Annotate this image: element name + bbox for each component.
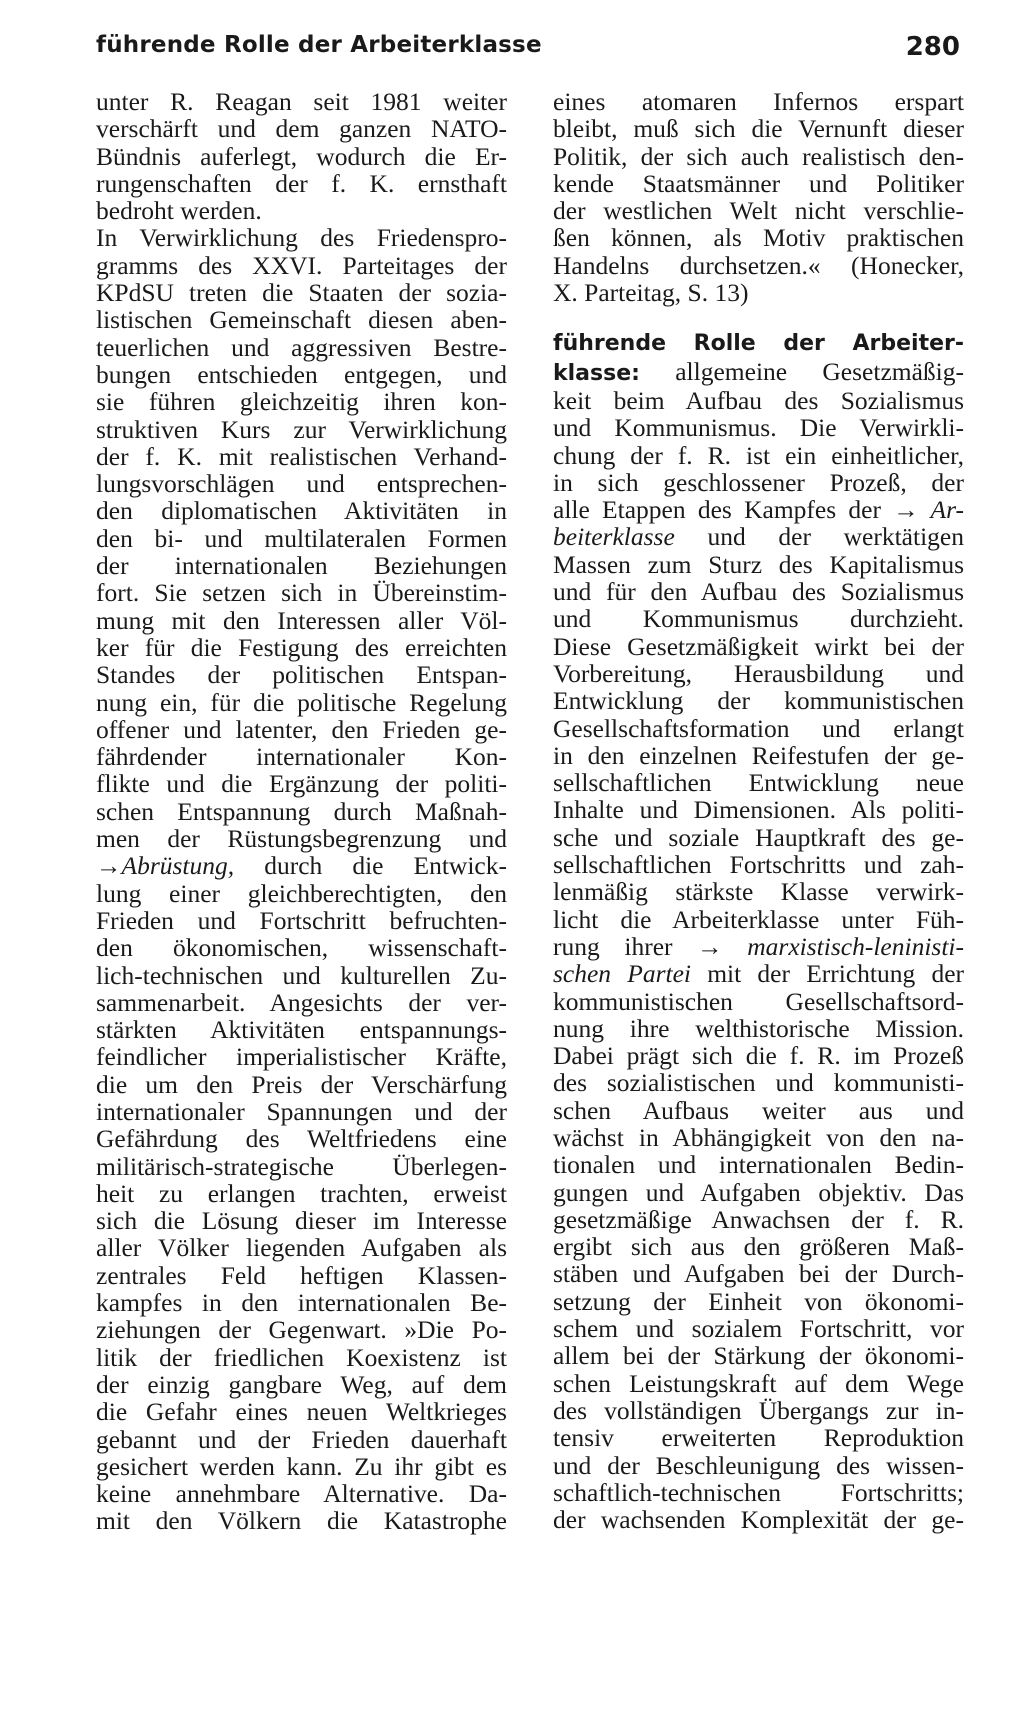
- line-text: den ökonomischen, wissenschaft-: [96, 933, 507, 963]
- line-text: offener und latenter, den Frieden ge-: [96, 714, 507, 744]
- text-line: [96, 579, 507, 606]
- cross-reference-term: schen Partei: [553, 959, 692, 989]
- text-line: [96, 743, 507, 770]
- line-text: gesichert werden kann. Zu ihr gibt es: [96, 1451, 507, 1481]
- text-line: [96, 143, 507, 170]
- cross-reference-arrow-icon: →: [672, 931, 723, 961]
- line-text: Frieden und Fortschritt befruchten-: [96, 905, 507, 935]
- line-text: kampfes in den internationalen Be-: [96, 1288, 507, 1318]
- line-text: Gesellschaftsformation und erlangt: [553, 713, 964, 743]
- text-line: [96, 115, 507, 142]
- text-line: [96, 880, 507, 907]
- text-line: [553, 358, 964, 387]
- text-line: [553, 988, 964, 1015]
- text-line: [553, 1452, 964, 1479]
- line-text: die Gefahr eines neuen Weltkrieges: [96, 1397, 507, 1427]
- line-text: lung einer gleichberechtigten, den: [96, 878, 507, 908]
- text-line: [553, 1315, 964, 1342]
- text-line: [96, 170, 507, 197]
- line-text: Gefährdung des Weltfriedens eine: [96, 1124, 507, 1154]
- cross-reference-term: Ar-: [918, 495, 964, 525]
- text-line: [96, 989, 507, 1016]
- cross-reference-arrow-icon: →: [96, 851, 122, 881]
- text-line: [553, 824, 964, 851]
- line-text: schen Aufbaus weiter aus und: [553, 1095, 964, 1125]
- lemma-heading: führende Rolle der Arbeiter-: [553, 331, 964, 357]
- line-text: gungen und Aufgaben objektiv. Das: [553, 1177, 964, 1207]
- text-line: [96, 1207, 507, 1234]
- text-line: [553, 387, 964, 414]
- line-text: in sich geschlossener Prozeß, der: [553, 467, 964, 497]
- text-line: [96, 1043, 507, 1070]
- line-text: Vorbereitung, Herausbildung und: [553, 658, 964, 688]
- lemma-heading: klasse:: [553, 360, 640, 386]
- line-text: litik der friedlichen Koexistenz ist: [96, 1342, 507, 1372]
- line-text: Bündnis auferlegt, wodurch die Er-: [96, 141, 507, 171]
- text-line: [96, 1071, 507, 1098]
- line-text: bungen entschieden entgegen, und: [96, 359, 507, 389]
- line-text: bedroht werden.: [96, 196, 262, 226]
- text-line: [553, 414, 964, 441]
- line-text: aller Völker liegenden Aufgaben als: [96, 1233, 507, 1263]
- line-text: und Kommunismus durchzieht.: [553, 604, 964, 634]
- text-line: [96, 607, 507, 634]
- text-line: [96, 1453, 507, 1480]
- text-line: [96, 689, 507, 716]
- text-line: [553, 1015, 964, 1042]
- line-text: allem bei der Stärkung der ökonomi-: [553, 1341, 964, 1371]
- text-line: [96, 1426, 507, 1453]
- line-text: und der Beschleunigung des wissen-: [553, 1450, 964, 1480]
- text-line: [96, 361, 507, 388]
- text-line: [553, 1479, 964, 1506]
- text-line: [96, 388, 507, 415]
- text-line: [96, 934, 507, 961]
- text-line: [553, 1206, 964, 1233]
- line-text: schem und sozialem Fortschritt, vor: [553, 1314, 964, 1344]
- line-text: Inhalte und Dimensionen. Als politi-: [553, 795, 964, 825]
- line-text: schen Entspannung durch Maßnah-: [96, 796, 507, 826]
- text-line: [553, 769, 964, 796]
- text-line: [553, 1124, 964, 1151]
- text-line: [96, 224, 507, 251]
- text-line: [553, 1288, 964, 1315]
- running-head: führende Rolle der Arbeiterklasse: [96, 32, 542, 58]
- text-line: [553, 1233, 964, 1260]
- text-line: [96, 252, 507, 279]
- text-line: [96, 1153, 507, 1180]
- cross-reference-arrow-icon: →: [880, 495, 919, 525]
- text-line: [96, 552, 507, 579]
- text-line: [553, 633, 964, 660]
- line-text: sich die Lösung dieser im Interesse: [96, 1206, 507, 1236]
- text-line: [553, 170, 964, 197]
- text-line: [553, 578, 964, 605]
- text-line: [96, 852, 507, 879]
- line-text: rungenschaften der f. K. ernsthaft: [96, 168, 507, 198]
- line-text: keine annehmbare Alternative. Da-: [96, 1479, 507, 1509]
- text-line: [96, 716, 507, 743]
- line-text: schen Leistungskraft auf dem Wege: [553, 1368, 964, 1398]
- text-line: [553, 933, 964, 960]
- text-line: [96, 1316, 507, 1343]
- line-text: setzung der Einheit von ökonomi-: [553, 1286, 964, 1316]
- text-line: [553, 960, 964, 987]
- text-line: [96, 525, 507, 552]
- text-line: [96, 1507, 507, 1534]
- right-text-column: [553, 88, 964, 1533]
- text-line: [96, 1371, 507, 1398]
- text-line: [96, 907, 507, 934]
- line-text: der wachsenden Komplexität der ge-: [553, 1505, 964, 1535]
- text-line: [96, 1098, 507, 1125]
- line-text: gesetzmäßige Anwachsen der f. R.: [553, 1204, 964, 1234]
- line-text: kommunistischen Gesellschaftsord-: [553, 986, 964, 1016]
- line-text: nung ein, für die politische Regelung: [96, 687, 507, 717]
- text-line: [96, 197, 507, 224]
- text-line: [96, 798, 507, 825]
- text-line: [553, 687, 964, 714]
- line-text: tionalen und internationalen Bedin-: [553, 1150, 964, 1180]
- text-line: [96, 1234, 507, 1261]
- text-line: [553, 1097, 964, 1124]
- text-line: [553, 1506, 964, 1533]
- text-line: [96, 1180, 507, 1207]
- text-line: [553, 715, 964, 742]
- left-text-column: [96, 88, 507, 1535]
- text-line: [96, 825, 507, 852]
- text-line: [96, 1289, 507, 1316]
- text-line: [96, 634, 507, 661]
- line-text: Massen zum Sturz des Kapitalismus: [553, 549, 964, 579]
- line-text: und der werktätigen: [674, 522, 964, 552]
- text-line: [553, 851, 964, 878]
- text-line: [96, 1398, 507, 1425]
- line-text: feindlicher imperialistischer Kräfte,: [96, 1042, 507, 1072]
- line-text: teuerlichen und aggressiven Bestre-: [96, 332, 507, 362]
- line-text: der internationalen Beziehungen: [96, 551, 507, 581]
- paragraph-gap: [553, 306, 964, 328]
- line-text: gramms des XXVI. Parteitages der: [96, 250, 507, 280]
- line-text: wächst in Abhängigkeit von den na-: [553, 1122, 964, 1152]
- text-line: [553, 878, 964, 905]
- cross-reference-term: beiterklasse: [553, 522, 675, 552]
- line-text: allgemeine Gesetzmäßig-: [639, 356, 964, 386]
- text-line: [553, 523, 964, 550]
- text-line: [96, 1262, 507, 1289]
- line-text: der einzig gangbare Weg, auf dem: [96, 1369, 507, 1399]
- line-text: kende Staatsmänner und Politiker: [553, 168, 964, 198]
- line-text: schaftlich-technischen Fortschritts;: [553, 1477, 964, 1507]
- line-text: sellschaftlichen Entwicklung neue: [553, 768, 964, 798]
- line-text: internationaler Spannungen und der: [96, 1096, 507, 1126]
- line-text: der westlichen Welt nicht verschlie-: [553, 196, 964, 226]
- line-text: bleibt, muß sich die Vernunft dieser: [553, 114, 964, 144]
- line-text: verschärft und dem ganzen NATO-: [96, 114, 507, 144]
- cross-reference-term: Abrüstung,: [121, 851, 235, 881]
- text-line: [553, 442, 964, 469]
- line-text: listischen Gemeinschaft diesen aben-: [96, 305, 507, 335]
- text-line: [553, 279, 964, 306]
- line-text: lungsvorschlägen und entsprechen-: [96, 469, 507, 499]
- text-line: [96, 334, 507, 361]
- line-text: den diplomatischen Aktivitäten in: [96, 496, 507, 526]
- text-line: [553, 496, 964, 523]
- text-line: [96, 416, 507, 443]
- line-text: Entwicklung der kommunistischen: [553, 686, 964, 716]
- text-line: [553, 742, 964, 769]
- text-line: [96, 1344, 507, 1371]
- text-line: [553, 1342, 964, 1369]
- line-text: eines atomaren Infernos erspart: [553, 87, 964, 116]
- text-line: [96, 770, 507, 797]
- line-text: stäben und Aufgaben bei der Durch-: [553, 1259, 964, 1289]
- text-line: [96, 661, 507, 688]
- page-number: 280: [905, 32, 960, 62]
- text-line: [553, 1069, 964, 1096]
- text-line: [553, 197, 964, 224]
- text-line: [96, 470, 507, 497]
- line-text: heit zu erlangen trachten, erweist: [96, 1178, 507, 1208]
- text-line: [96, 497, 507, 524]
- line-text: tensiv erweiterten Reproduktion: [553, 1423, 964, 1453]
- text-line: [553, 660, 964, 687]
- text-line: [96, 962, 507, 989]
- text-line: [96, 1125, 507, 1152]
- line-text: fort. Sie setzen sich in Übereinstim-: [96, 578, 507, 608]
- text-line: [553, 143, 964, 170]
- line-text: Handelns durchsetzen.« (Honecker,: [553, 250, 964, 280]
- text-line: [553, 1370, 964, 1397]
- line-text: KPdSU treten die Staaten der sozia-: [96, 278, 507, 308]
- line-text: chung der f. R. ist ein einheitlicher,: [553, 440, 964, 470]
- cross-reference-term: marxistisch-leninisti-: [722, 931, 964, 961]
- text-line: [96, 443, 507, 470]
- line-text: des sozialistischen und kommunisti-: [553, 1068, 964, 1098]
- line-text: mung mit den Interessen aller Völ-: [96, 605, 507, 635]
- line-text: sammenarbeit. Angesichts der ver-: [96, 987, 507, 1017]
- text-line: [553, 1260, 964, 1287]
- line-text: In Verwirklichung des Friedenspro-: [96, 223, 507, 253]
- line-text: flikte und die Ergänzung der politi-: [96, 769, 507, 799]
- text-line: [553, 328, 964, 357]
- line-text: durch die Entwick-: [234, 851, 507, 881]
- line-text: mit den Völkern die Katastrophe: [96, 1506, 507, 1536]
- text-line: [553, 1179, 964, 1206]
- line-text: militärisch-strategische Überlegen-: [96, 1151, 507, 1181]
- line-text: der f. K. mit realistischen Verhand-: [96, 441, 507, 471]
- line-text: ziehungen der Gegenwart. »Die Po-: [96, 1315, 507, 1345]
- line-text: nung ihre welthistorische Mission.: [553, 1013, 964, 1043]
- line-text: die um den Preis der Verschärfung: [96, 1069, 507, 1099]
- line-text: zentrales Feld heftigen Klassen-: [96, 1260, 507, 1290]
- text-line: [553, 88, 964, 115]
- text-line: [553, 1151, 964, 1178]
- text-line: [96, 279, 507, 306]
- line-text: ßen können, als Motiv praktischen: [553, 223, 964, 253]
- line-text: X. Parteitag, S. 13): [553, 278, 749, 308]
- text-line: [96, 306, 507, 333]
- text-line: [96, 1016, 507, 1043]
- text-line: [553, 1042, 964, 1069]
- text-line: [553, 906, 964, 933]
- text-line: [553, 115, 964, 142]
- line-text: den bi- und multilateralen Formen: [96, 523, 507, 553]
- line-text: stärkten Aktivitäten entspannungs-: [96, 1015, 507, 1045]
- line-text: und Kommunismus. Die Verwirkli-: [553, 413, 964, 443]
- line-text: gebannt und der Frieden dauerhaft: [96, 1424, 507, 1454]
- line-text: sche und soziale Hauptkraft des ge-: [553, 822, 964, 852]
- line-text: Dabei prägt sich die f. R. im Prozeß: [553, 1041, 964, 1071]
- line-text: ergibt sich aus den größeren Maß-: [553, 1232, 964, 1262]
- line-text: lich-technischen und kulturellen Zu-: [96, 960, 507, 990]
- text-line: [553, 796, 964, 823]
- line-text: sie führen gleichzeitig ihren kon-: [96, 387, 507, 417]
- line-text: unter R. Reagan seit 1981 weiter: [96, 87, 507, 116]
- text-line: [553, 551, 964, 578]
- line-text: struktiven Kurs zur Verwirklichung: [96, 414, 507, 444]
- line-text: rung ihrer: [553, 931, 673, 961]
- line-text: sellschaftlichen Fortschritts und zah-: [553, 850, 964, 880]
- line-text: alle Etappen des Kampfes der: [553, 495, 881, 525]
- line-text: in den einzelnen Reifestufen der ge-: [553, 740, 964, 770]
- line-text: Politik, der sich auch realistisch den-: [553, 141, 964, 171]
- line-text: fährdender internationaler Kon-: [96, 742, 507, 772]
- line-text: mit der Errichtung der: [691, 959, 964, 989]
- text-line: [553, 469, 964, 496]
- line-text: licht die Arbeiterklasse unter Füh-: [553, 904, 964, 934]
- line-text: men der Rüstungsbegrenzung und: [96, 824, 507, 854]
- line-text: ker für die Festigung des erreichten: [96, 632, 507, 662]
- line-text: Standes der politischen Entspan-: [96, 660, 507, 690]
- text-line: [96, 88, 507, 115]
- text-line: [553, 224, 964, 251]
- line-text: und für den Aufbau des Sozialismus: [553, 577, 964, 607]
- text-line: [553, 252, 964, 279]
- text-line: [553, 1424, 964, 1451]
- line-text: Diese Gesetzmäßigkeit wirkt bei der: [553, 631, 964, 661]
- text-line: [553, 605, 964, 632]
- text-line: [96, 1480, 507, 1507]
- line-text: des vollständigen Übergangs zur in-: [553, 1395, 964, 1425]
- text-line: [553, 1397, 964, 1424]
- line-text: keit beim Aufbau des Sozialismus: [553, 385, 964, 415]
- line-text: lenmäßig stärkste Klasse verwirk-: [553, 877, 964, 907]
